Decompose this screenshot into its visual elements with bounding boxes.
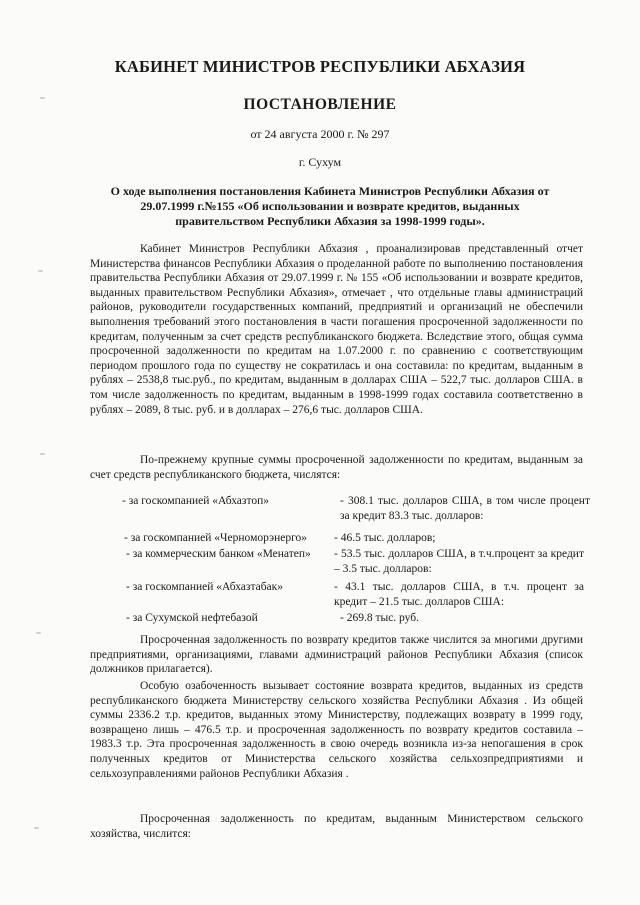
debtor-name: - за коммерческим банком «Менатеп» [126, 548, 311, 560]
list-item [90, 580, 590, 611]
list-item [90, 547, 590, 580]
scan-speck [34, 827, 39, 829]
debtors-list [90, 494, 590, 627]
debtor-name: - за Сухумской нефтебазой [126, 612, 258, 624]
document-subject: О ходе выполнения постановления Кабинета Министров Республики Абхазия от 29.07.1999 г.№155 «Об использовании и возврате кредитов, выданных правительством Республики Абхазия за 1998-1999 годы». [110, 184, 550, 228]
document-type: ПОСТАНОВЛЕНИЕ [243, 96, 397, 113]
scan-speck [38, 270, 43, 272]
debtor-amount: - 53.5 тыс. долларов США, в т.ч.процент за кредит – 3.5 тыс. долларов: [334, 548, 584, 575]
list-item [90, 611, 590, 627]
paragraph-3: Просроченная задолженность по возврату кредитов также числится за многими другими предприятиями, организациями, главами администраций районов Республики Абхазия (список должников прилагается). [90, 634, 583, 676]
debtor-name: - за госкомпанией «Черноморэнерго» [124, 532, 308, 544]
scan-speck [40, 453, 45, 455]
document-city: г. Сухум [298, 155, 342, 169]
scan-speck [40, 97, 45, 99]
scan-speck [36, 632, 41, 634]
paragraph-2: По-прежнему крупные суммы просроченной задолженности по кредитам, выданным за счет средств республиканского бюджета, числятся: [90, 454, 583, 481]
list-item [90, 531, 590, 547]
debtor-amount: - 43.1 тыс. долларов США, в т.ч. процент за кредит – 21.5 тыс. долларов США: [334, 581, 584, 608]
debtor-amount: - 269.8 тыс. руб. [340, 612, 419, 624]
org-title: КАБИНЕТ МИНИСТРОВ РЕСПУБЛИКИ АБХАЗИЯ [114, 57, 526, 76]
debtor-amount: - 308.1 тыс. долларов США, в том числе процент за кредит 83.3 тыс. долларов: [340, 495, 590, 522]
paragraph-5: Просроченная задолженность по кредитам, выданным Министерством сельского хозяйства, числится: [90, 813, 583, 840]
document-date-number: от 24 августа 2000 г. № 297 [250, 127, 390, 141]
debtor-amount: - 46.5 тыс. долларов; [334, 532, 436, 544]
list-item [90, 494, 590, 531]
paragraph-1: Кабинет Министров Республики Абхазия , проанализировав представленный отчет Министерства финансов Республики Абхазия о проделанной работе по выполнению постановления правительства Республики Абхазия от 29.07.1999 г. № 155 «Об использовании и возврате кредитов, выданных правительством Республики Абхазия», отмечает , что отдельные главы администраций районов, руководители государственных компаний, предприятий и организаций не обеспечили выполнения требований этого постановления в части погашения просроченной задолженности по кредитам, полученным за счет средств республиканского бюджета. Вследствие этого, общая сумма просроченной задолженности по кредитам на 1.07.2000 г. по сравнению с соответствующим периодом прошлого года по существу не сократилась и она составила: по кредитам, выданным в рублях – 2538,8 тыс.руб., по кредитам, выданным в долларах США – 522,7 тыс. долларов США. в том числе задолженность по кредитам, выданным в 1998-1999 годах составила соответственно в рублях – 2089, 8 тыс. руб. и в долларах – 276,6 тыс. долларов США. [90, 243, 583, 416]
debtor-name: - за госкомпанией «Абхазтоп» [122, 495, 269, 507]
debtor-name: - за госкомпанией «Абхазтабак» [126, 581, 284, 593]
paragraph-4: Особую озабоченность вызывает состояние возврата кредитов, выданных из средств республиканского бюджета Министерству сельского хозяйства Республики Абхазия . Из общей суммы 2336.2 т.р. кредитов, выданных этому Министерству, подлежащих возврату в 1999 году, возвращено лишь – 476.5 т.р. и просроченная задолженность по возврату кредитов составила – 1983.3 т.р. Эта просроченная задолженность в свою очередь возникла из-за непогашения в срок полученных кредитов от Министерства сельского хозяйства сельхозпредприятиями и сельхозуправлениями районов Республики Абхазия . [90, 680, 583, 780]
